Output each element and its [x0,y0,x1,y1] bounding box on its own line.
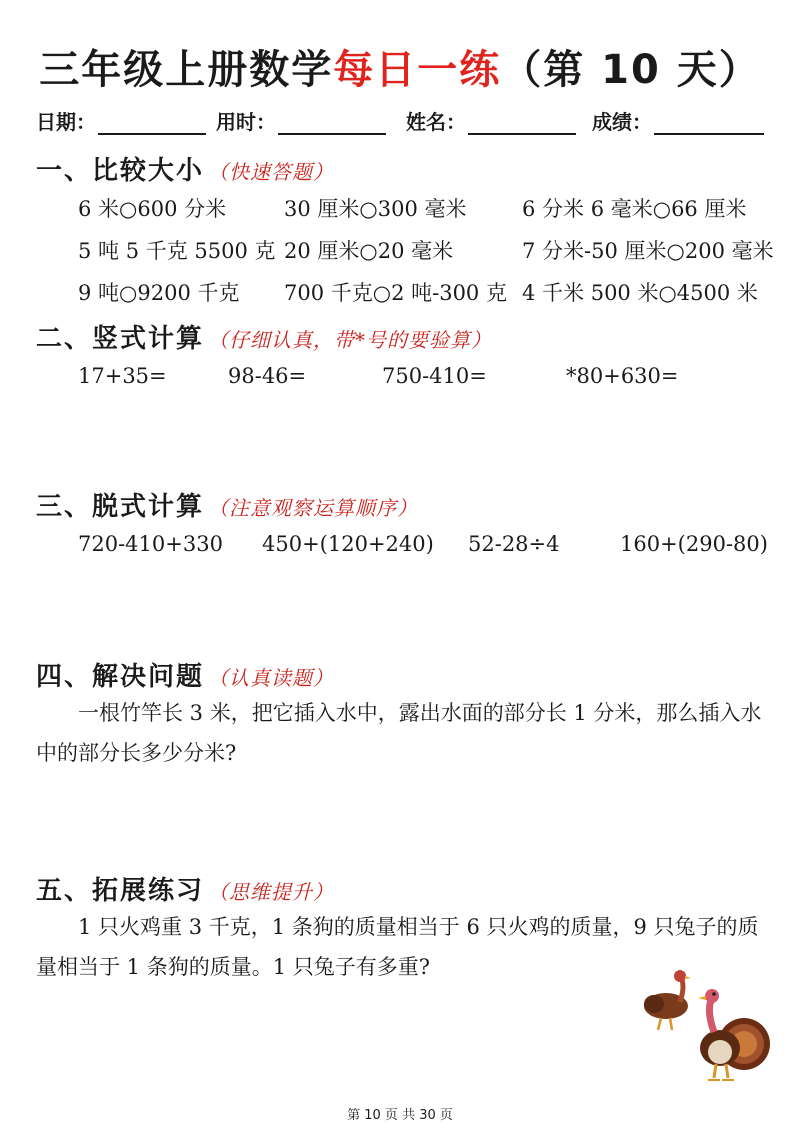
compare-item: 4 千米 500 米○4500 米 [522,281,758,305]
turkey-large [698,989,770,1080]
vertical-item: 750-410= [382,364,487,388]
section-1-hint: （快速答题） [208,160,335,184]
section-2-heading [36,318,492,355]
page-footer: 第 10 页 共 30 页 [347,1108,453,1123]
compare-item: 6 分米 6 毫米○66 厘米 [522,197,747,221]
page-title [0,38,800,95]
title-highlight: 每日一练 [333,47,502,93]
name-label: 姓名： [406,110,466,134]
vertical-item: *80+630= [566,364,679,388]
score-field [592,106,764,135]
compare-item: 30 厘米○300 毫米 [284,197,467,221]
problem-5-line-2: 量相当于 1 条狗的质量。1 只兔子有多重? [36,955,431,979]
title-suffix: （第 10 天） [501,47,761,93]
stepwise-item: 160+(290-80) [620,532,768,556]
section-4-heading [36,656,334,693]
section-5-hint: （思维提升） [208,880,335,904]
section-3-heading [36,486,418,523]
score-label: 成绩： [592,110,652,134]
section-3-hint: （注意观察运算顺序） [208,496,419,520]
name-blank[interactable] [468,111,576,135]
title-prefix: 三年级上册数学 [39,47,334,93]
date-label: 日期： [36,110,96,134]
name-field [406,106,576,135]
problem-5-line-1: 1 只火鸡重 3 千克，1 条狗的质量相当于 6 只火鸡的质量，9 只兔子的质 [78,915,759,939]
section-5-heading [36,870,334,907]
date-blank[interactable] [98,111,206,135]
problem-4-line-1: 一根竹竿长 3 米，把它插入水中，露出水面的部分长 1 分米，那么插入水 [78,701,762,725]
section-2-title: 二、竖式计算 [36,324,205,354]
compare-item: 7 分米-50 厘米○200 毫米 [522,239,774,263]
turkey-small [644,970,691,1030]
score-blank[interactable] [654,111,764,135]
problem-4-text [36,693,766,773]
compare-item: 9 吨○9200 千克 [78,281,240,305]
section-4-hint: （认真读题） [208,666,335,690]
stepwise-item: 450+(120+240) [262,532,434,556]
section-3-title: 三、脱式计算 [36,492,205,522]
turkeys-illustration [636,966,776,1086]
compare-item: 5 吨 5 千克 5500 克 [78,239,276,263]
vertical-item: 17+35= [78,364,167,388]
compare-item: 6 米○600 分米 [78,197,227,221]
time-label: 用时： [216,110,276,134]
section-5-title: 五、拓展练习 [36,876,205,906]
problem-4-line-2: 中的部分长多少分米? [36,741,237,765]
stepwise-item: 720-410+330 [78,532,223,556]
date-field [36,106,206,135]
section-2-hint: （仔细认真，带*号的要验算） [208,328,493,352]
stepwise-item: 52-28÷4 [468,532,560,556]
compare-item: 20 厘米○20 毫米 [284,239,454,263]
time-blank[interactable] [278,111,386,135]
section-4-title: 四、解决问题 [36,662,205,692]
section-1-title: 一、比较大小 [36,156,205,186]
compare-item: 700 千克○2 吨-300 克 [284,281,507,305]
time-field [216,106,386,135]
vertical-item: 98-46= [228,364,307,388]
section-1-heading [36,150,334,187]
